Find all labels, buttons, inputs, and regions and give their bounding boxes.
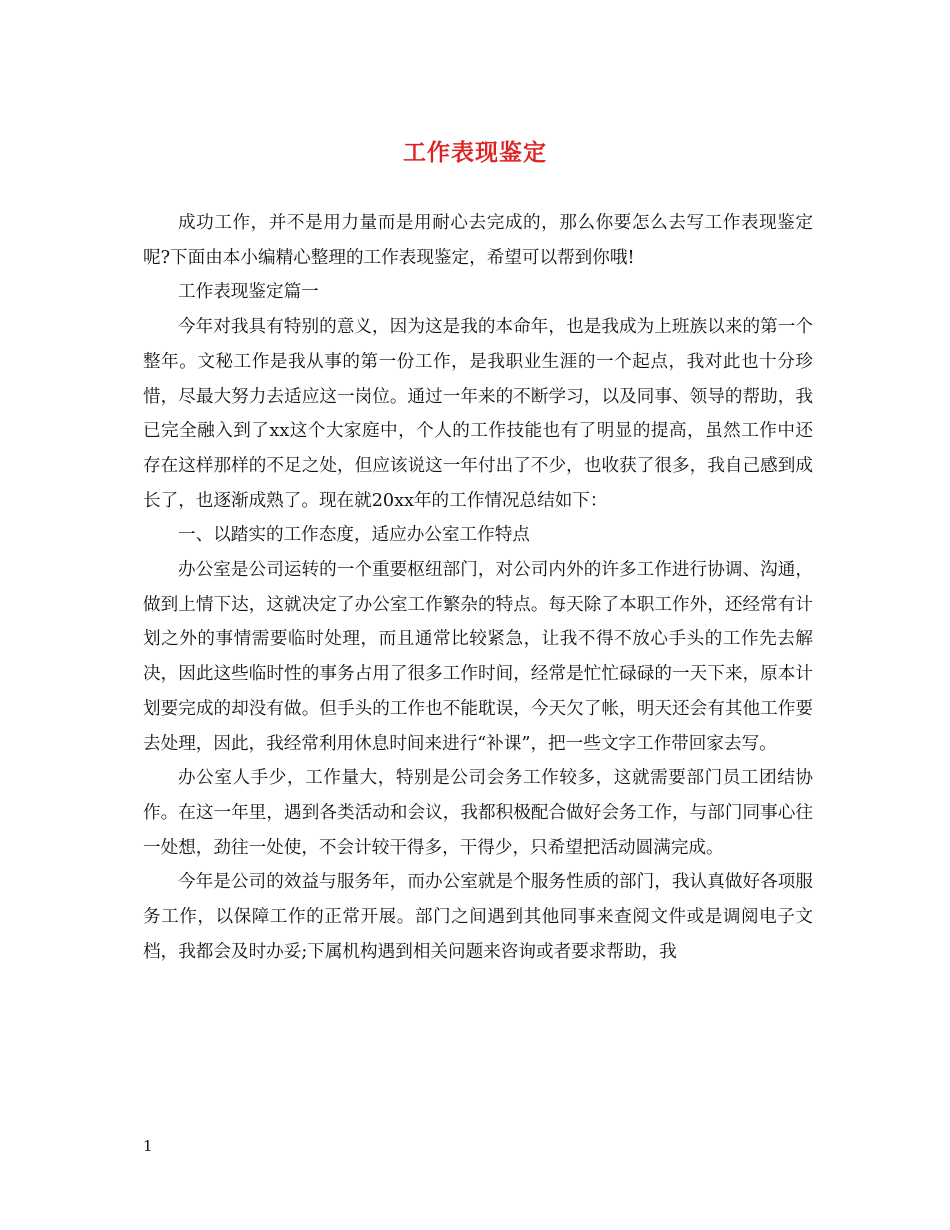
body-paragraph: 今年是公司的效益与服务年，而办公室就是个服务性质的部门，我认真做好各项服务工作，以保障工作的正常开展。部门之间遇到其他同事来查阅文件或是调阅电子文档，我都会及时办妥;下属机构遇到相关问题来咨询或者要求帮助，我 [143, 872, 813, 962]
document-title: 工作表现鉴定 [403, 139, 547, 166]
intro-paragraph: 成功工作，并不是用力量而是用耐心去完成的，那么你要怎么去写工作表现鉴定呢?下面由本小编精心整理的工作表现鉴定，希望可以帮到你哦! [143, 213, 813, 268]
document-body [143, 206, 813, 969]
page-number: 1 [143, 1137, 153, 1155]
body-paragraph: 今年对我具有特别的意义，因为这是我的本命年，也是我成为上班族以来的第一个整年。文秘工作是我从事的第一份工作，是我职业生涯的一个起点，我对此也十分珍惜，尽最大努力去适应这一岗位。通过一年来的不断学习，以及同事、领导的帮助，我已完全融入到了xx这个大家庭中，个人的工作技能也有了明显的提高，虽然工作中还存在这样那样的不足之处，但应该说这一年付出了不少，也收获了很多，我自己感到成长了，也逐渐成熟了。现在就20xx年的工作情况总结如下： [143, 317, 813, 511]
body-paragraph: 办公室人手少，工作量大，特别是公司会务工作较多，这就需要部门员工团结协作。在这一年里，遇到各类活动和会议，我都积极配合做好会务工作，与部门同事心往一处想，劲往一处使，不会计较干得多，干得少，只希望把活动圆满完成。 [143, 768, 813, 858]
subsection-heading: 一、以踏实的工作态度，适应办公室工作特点 [178, 525, 530, 546]
body-paragraph: 办公室是公司运转的一个重要枢纽部门，对公司内外的许多工作进行协调、沟通，做到上情下达，这就决定了办公室工作繁杂的特点。每天除了本职工作外，还经常有计划之外的事情需要临时处理，而且通常比较紧急，让我不得不放心手头的工作先去解决，因此这些临时性的事务占用了很多工作时间，经常是忙忙碌碌的一天下来，原本计划要完成的却没有做。但手头的工作也不能耽误，今天欠了帐，明天还会有其他工作要去处理，因此，我经常利用休息时间来进行“补课”，把一些文字工作带回家去写。 [143, 560, 813, 754]
section-heading: 工作表现鉴定篇一 [178, 282, 319, 303]
